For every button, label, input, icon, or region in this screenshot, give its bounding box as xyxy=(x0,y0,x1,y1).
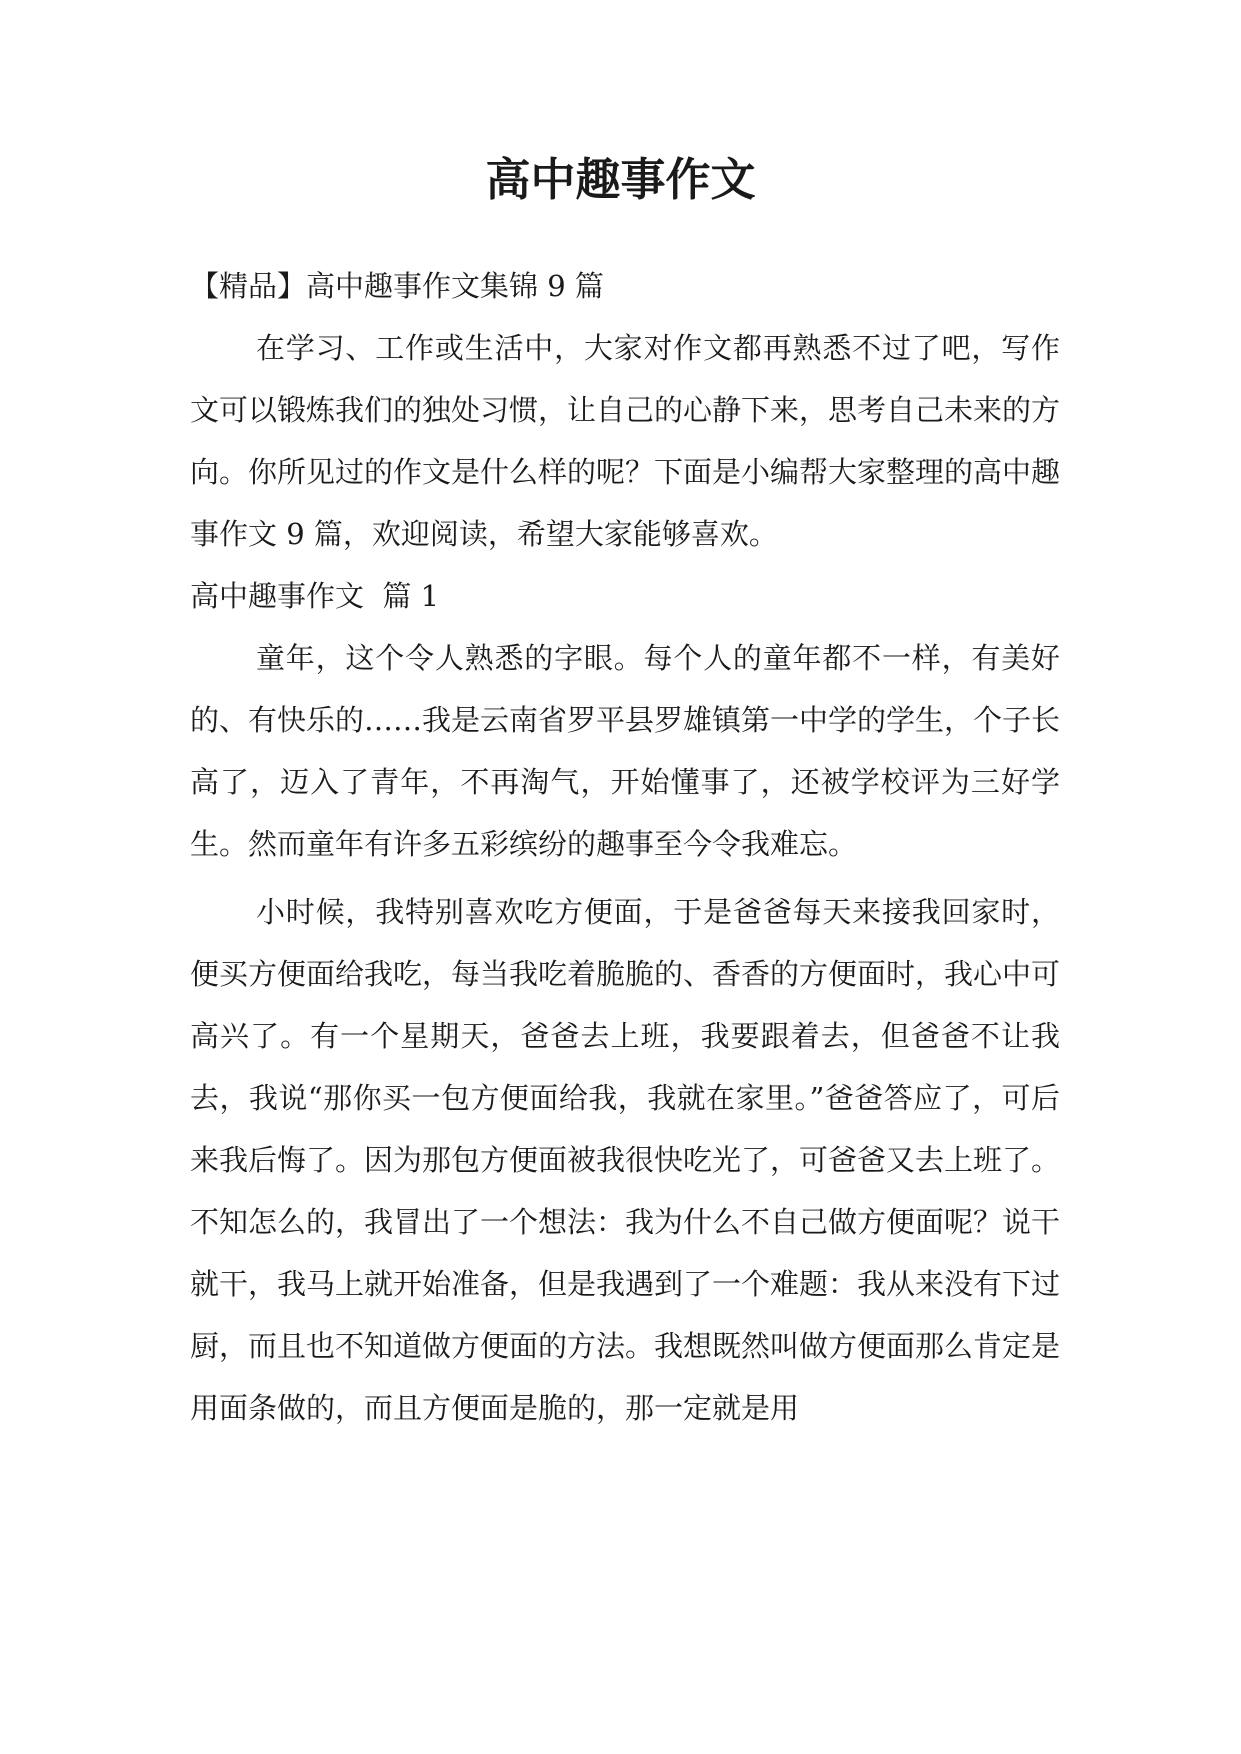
section-heading: 高中趣事作文 篇 1 xyxy=(190,579,440,613)
collection-subtitle: 【精品】高中趣事作文集锦 9 篇 xyxy=(190,269,604,303)
document-title: 高中趣事作文 xyxy=(485,153,756,206)
intro-paragraph: 在学习、工作或生活中，大家对作文都再熟悉不过了吧，写作文可以锻炼我们的独处习惯，让自己的心静下来，思考自己未来的方向。你所见过的作文是什么样的呢？下面是小编帮大家整理的高中趣事作文 9 篇，欢迎阅读，希望大家能够喜欢。 xyxy=(190,331,1061,551)
body-paragraph-2: 小时候，我特别喜欢吃方便面，于是爸爸每天来接我回家时，便买方便面给我吃，每当我吃着脆脆的、香香的方便面时，我心中可高兴了。有一个星期天，爸爸去上班，我要跟着去，但爸爸不让我去，我说“那你买一包方便面给我，我就在家里。”爸爸答应了，可后来我后悔了。因为那包方便面被我很快吃光了，可爸爸又去上班了。不知怎么的，我冒出了一个想法：我为什么不自己做方便面呢？说干就干，我马上就开始准备，但是我遇到了一个难题：我从来没有下过厨，而且也不知道做方便面的方法。我想既然叫做方便面那么肯定是用面条做的，而且方便面是脆的，那一定就是用 xyxy=(190,895,1061,1425)
document-body xyxy=(190,255,1060,1439)
body-paragraph-1: 童年，这个令人熟悉的字眼。每个人的童年都不一样，有美好的、有快乐的……我是云南省罗平县罗雄镇第一中学的学生，个子长高了，迈入了青年，不再淘气，开始懂事了，还被学校评为三好学生。然而童年有许多五彩缤纷的趣事至今令我难忘。 xyxy=(190,641,1061,861)
